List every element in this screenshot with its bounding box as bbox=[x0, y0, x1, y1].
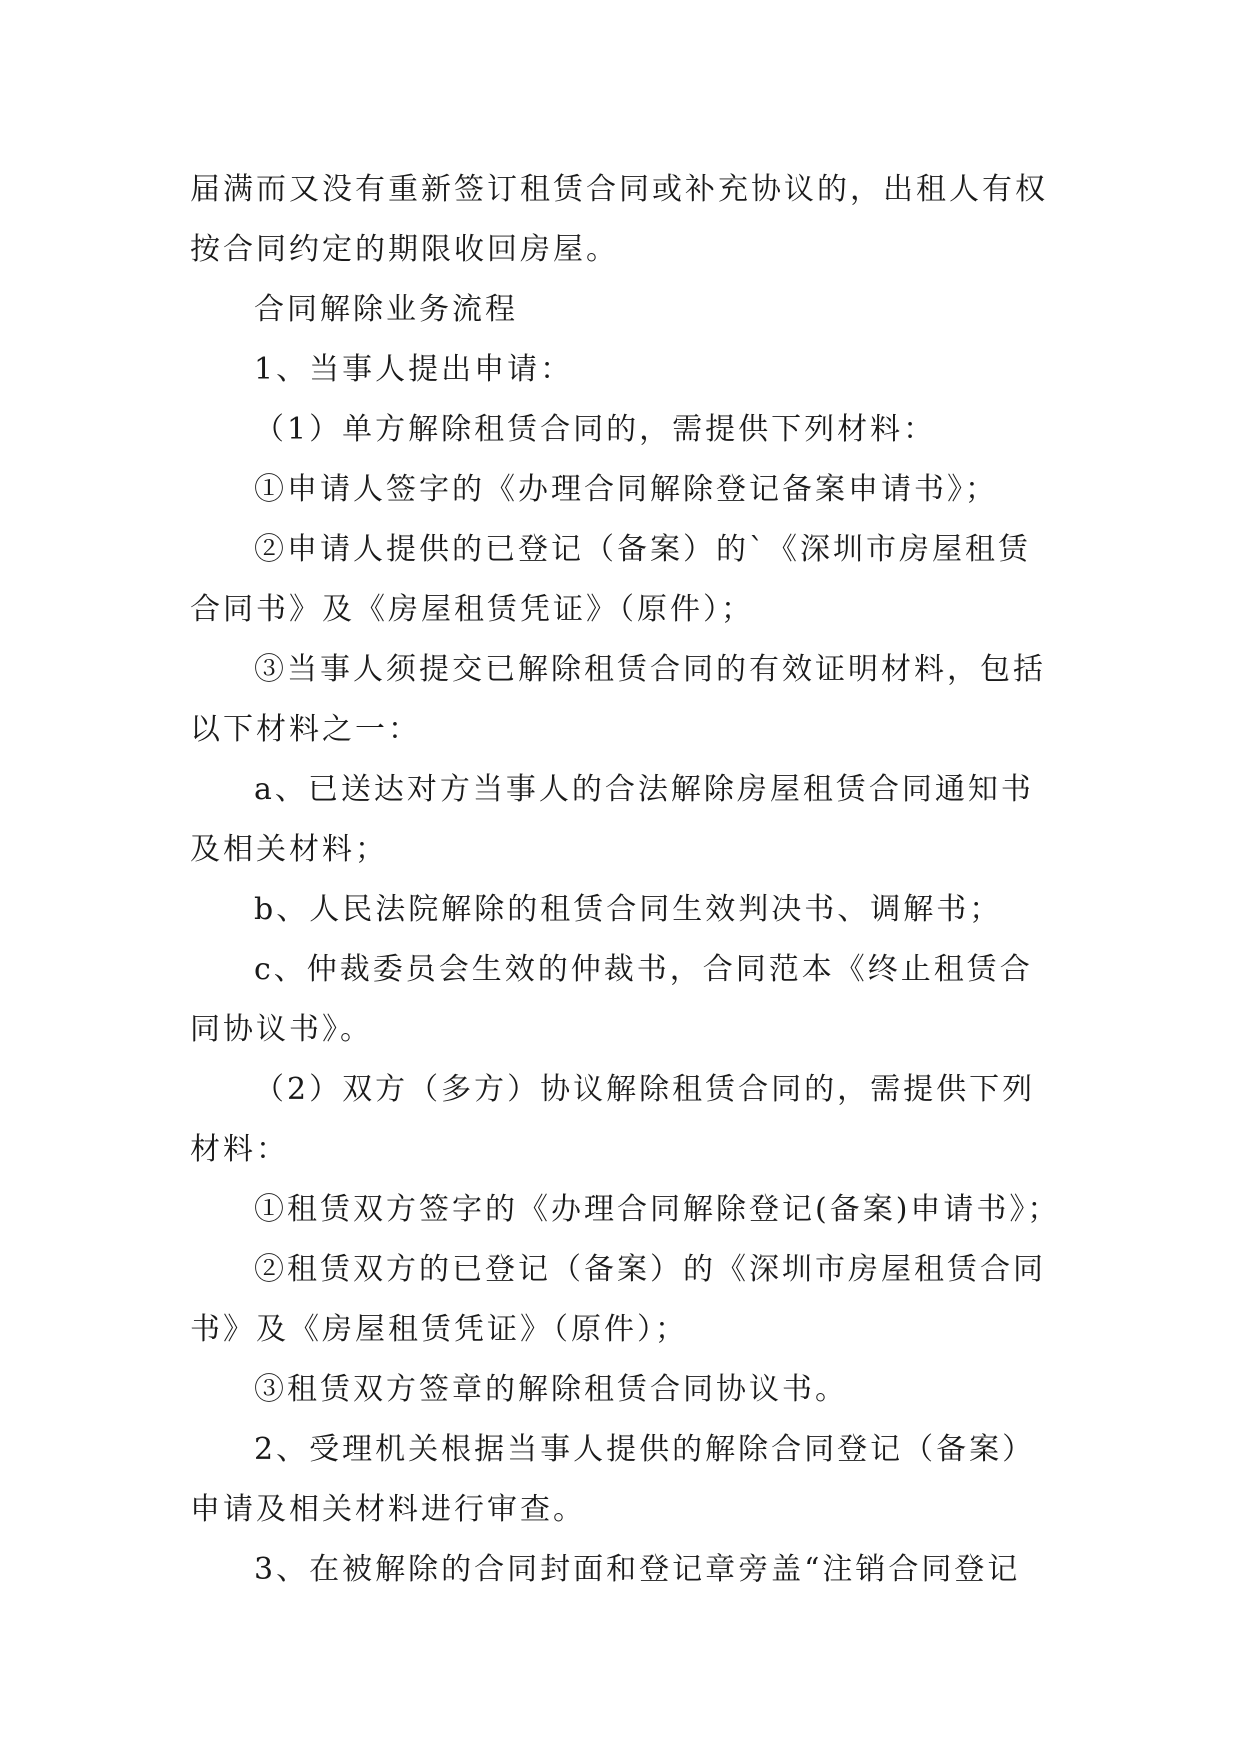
list-item-continuation: 同协议书》。 bbox=[190, 1012, 373, 1047]
list-item: c、仲裁委员会生效的仲裁书，合同范本《终止租赁合 bbox=[254, 952, 1033, 987]
step-1-heading: 1、当事人提出申请： bbox=[254, 352, 574, 387]
step-2-continuation: 申请及相关材料进行审查。 bbox=[190, 1492, 586, 1527]
section-heading: 合同解除业务流程 bbox=[254, 292, 518, 327]
list-item: ③租赁双方签章的解除租赁合同协议书。 bbox=[254, 1372, 848, 1407]
body-line-1: 届满而又没有重新签订租赁合同或补充协议的，出租人有权 bbox=[190, 172, 1048, 207]
list-item-continuation: 书》及《房屋租赁凭证》（原件）； bbox=[190, 1312, 688, 1347]
list-item: b、人民法院解除的租赁合同生效判决书、调解书； bbox=[254, 892, 1003, 927]
subsection-2-heading: （2）双方（多方）协议解除租赁合同的，需提供下列 bbox=[254, 1072, 1036, 1107]
step-3-paragraph: 3、在被解除的合同封面和登记章旁盖“注销合同登记 bbox=[254, 1552, 1021, 1587]
list-item-continuation: 合同书》及《房屋租赁凭证》（原件）； bbox=[190, 592, 754, 627]
list-item: ①申请人签字的《办理合同解除登记备案申请书》； bbox=[254, 472, 998, 507]
body-line-2: 按合同约定的期限收回房屋。 bbox=[190, 232, 619, 267]
list-item-continuation: 以下材料之一： bbox=[190, 712, 421, 747]
list-item: ②申请人提供的已登记（备案）的`《深圳市房屋租赁 bbox=[254, 532, 1031, 567]
list-item: ③当事人须提交已解除租赁合同的有效证明材料，包括 bbox=[254, 652, 1046, 687]
step-2-paragraph: 2、受理机关根据当事人提供的解除合同登记（备案） bbox=[254, 1432, 1036, 1467]
list-item: ②租赁双方的已登记（备案）的《深圳市房屋租赁合同 bbox=[254, 1252, 1046, 1287]
list-item: ①租赁双方签字的《办理合同解除登记(备案)申请书》； bbox=[254, 1192, 1061, 1227]
document-body bbox=[190, 160, 1070, 1600]
list-item-continuation: 及相关材料； bbox=[190, 832, 388, 867]
subsection-2-continuation: 材料： bbox=[190, 1132, 289, 1167]
list-item: a、已送达对方当事人的合法解除房屋租赁合同通知书 bbox=[254, 772, 1034, 807]
subsection-1-heading: （1）单方解除租赁合同的，需提供下列材料： bbox=[254, 412, 937, 447]
